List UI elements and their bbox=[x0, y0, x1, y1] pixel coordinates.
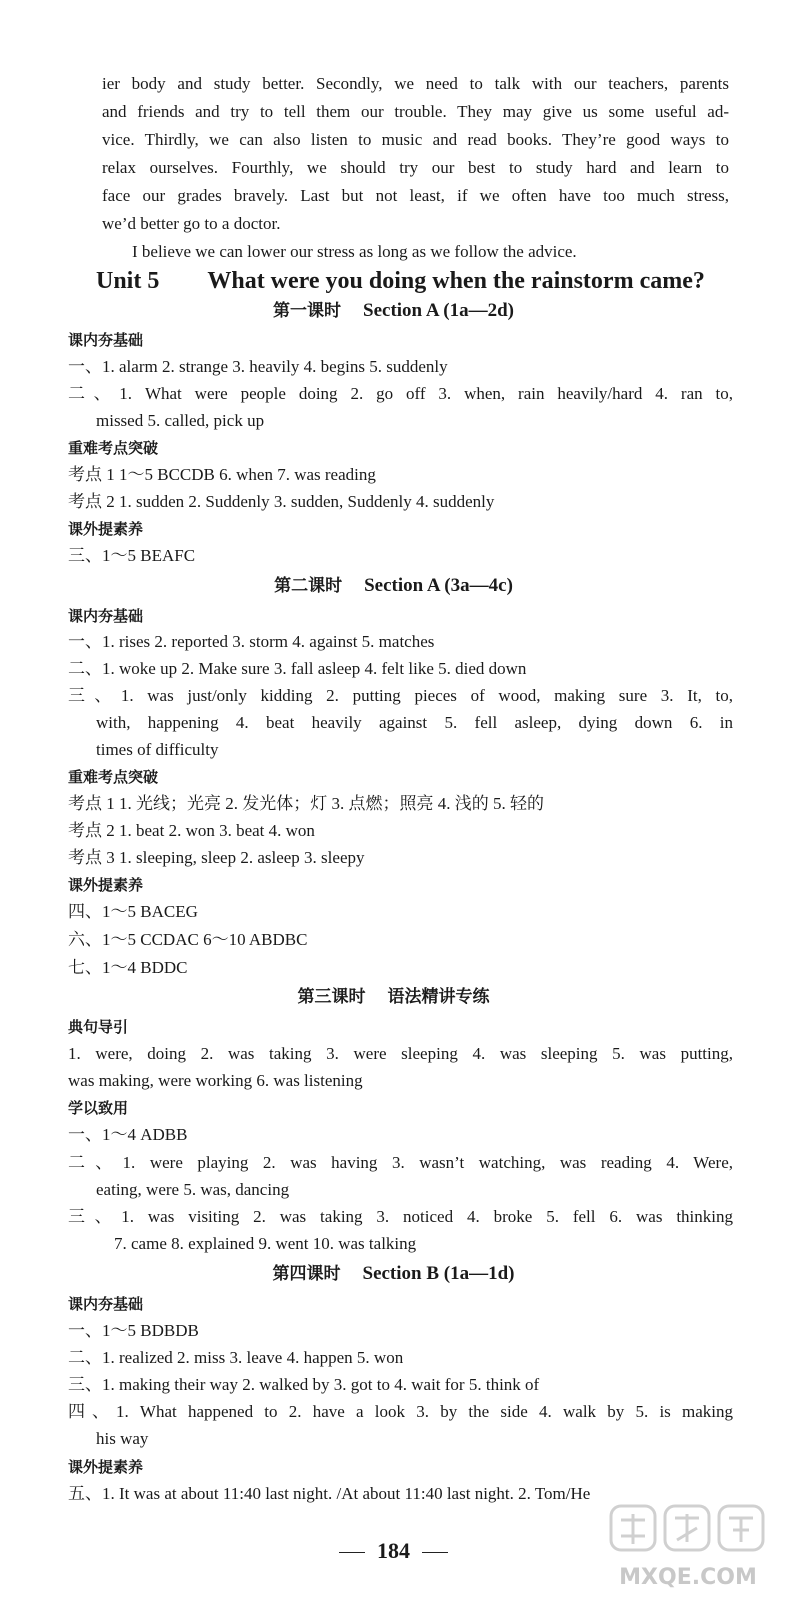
lesson2-extra-4: 四、1～5 BACEG bbox=[68, 902, 198, 921]
lesson1-key-2: 考点 2 1. sudden 2. Suddenly 3. sudden, Suddenly 4. suddenly bbox=[68, 492, 495, 511]
intro-line-2: and friends and try to tell them our trouble. They may give us some useful ad- bbox=[102, 102, 729, 121]
lesson2-basic-3a: 三、1. was just/only kidding 2. putting pieces of wood, making sure 3. It, to, bbox=[68, 686, 733, 705]
lesson2-key-3: 考点 3 1. sleeping, sleep 2. asleep 3. sleepy bbox=[68, 848, 365, 867]
page-number: 184 bbox=[377, 1538, 410, 1563]
lesson1-extra-3: 三、1～5 BEAFC bbox=[68, 546, 196, 565]
lesson2-title-en: Section A (3a—4c) bbox=[364, 575, 513, 596]
lesson1-title-cn: 第一课时 bbox=[273, 301, 342, 321]
page-number-dash-right bbox=[422, 1552, 448, 1553]
closing-sentence: I believe we can lower our stress as long as we follow the advice. bbox=[132, 242, 577, 261]
lesson4-basic-1: 一、1～5 BDBDB bbox=[68, 1321, 199, 1340]
lesson2-basic-1: 一、1. rises 2. reported 3. storm 4. against 5. matches bbox=[68, 632, 435, 651]
intro-line-5: face our grades bravely. Last but not least, if we often have too much stress, bbox=[102, 186, 729, 205]
watermark-text: MXQE.COM bbox=[619, 1565, 757, 1590]
lesson4-label-extra: 课外提素养 bbox=[68, 1458, 144, 1476]
lesson4-label-basic: 课内夯基础 bbox=[68, 1295, 144, 1313]
lesson2-basic-2: 二、1. woke up 2. Make sure 3. fall asleep 4. felt like 5. died down bbox=[68, 659, 527, 678]
lesson3-label-typical: 典句导引 bbox=[68, 1018, 129, 1036]
lesson1-label-extra: 课外提素养 bbox=[68, 520, 144, 538]
lesson4-basic-2: 二、1. realized 2. miss 3. leave 4. happen 5. won bbox=[68, 1348, 404, 1367]
lesson3-label-apply: 学以致用 bbox=[68, 1099, 129, 1117]
lesson2-extra-6: 六、1～5 CCDAC 6～10 ABDBC bbox=[68, 930, 308, 949]
unit-heading bbox=[96, 266, 737, 296]
unit-number: Unit 5 bbox=[96, 268, 160, 294]
intro-line-1: ier body and study better. Secondly, we need to talk with our teachers, parents bbox=[102, 74, 729, 93]
lesson2-basic-3b: with, happening 4. beat heavily against 5. fell asleep, dying down 6. in bbox=[96, 713, 733, 732]
lesson2-basic-3c: times of difficulty bbox=[96, 740, 219, 759]
lesson2-key-2: 考点 2 1. beat 2. won 3. beat 4. won bbox=[68, 821, 315, 840]
lesson4-heading bbox=[0, 1261, 787, 1287]
lesson3-apply-1: 一、1～4 ADBB bbox=[68, 1125, 188, 1144]
lesson2-label-basic: 课内夯基础 bbox=[68, 607, 144, 625]
lesson1-title-en: Section A (1a—2d) bbox=[363, 300, 514, 321]
lesson3-apply-3a: 三、1. was visiting 2. was taking 3. noticed 4. broke 5. fell 6. was thinking bbox=[68, 1207, 733, 1226]
lesson3-title-cn: 第三课时 bbox=[297, 987, 366, 1007]
lesson2-key-1: 考点 1 1. 光线；光亮 2. 发光体；灯 3. 点燃；照亮 4. 浅的 5. 轻的 bbox=[68, 794, 544, 813]
lesson1-basic-1: 一、1. alarm 2. strange 3. heavily 4. begins 5. suddenly bbox=[68, 357, 448, 376]
lesson3-typical-b: was making, were working 6. was listening bbox=[68, 1071, 363, 1090]
lesson3-apply-2b: eating, were 5. was, dancing bbox=[96, 1180, 290, 1199]
lesson2-label-key: 重难考点突破 bbox=[68, 768, 159, 786]
lesson4-title-en: Section B (1a—1d) bbox=[362, 1263, 515, 1284]
lesson1-heading bbox=[0, 298, 787, 324]
lesson1-key-1: 考点 1 1～5 BCCDB 6. when 7. was reading bbox=[68, 465, 376, 484]
intro-line-4: relax ourselves. Fourthly, we should try our best to study hard and learn to bbox=[102, 158, 729, 177]
page-number-dash-left bbox=[339, 1552, 365, 1553]
lesson1-basic-2b: missed 5. called, pick up bbox=[96, 411, 265, 430]
lesson3-heading bbox=[0, 984, 787, 1010]
lesson3-typical-a: 1. were, doing 2. was taking 3. were sleeping 4. was sleeping 5. was putting, bbox=[68, 1044, 733, 1063]
lesson1-label-basic: 课内夯基础 bbox=[68, 331, 144, 349]
unit-title: What were you doing when the rainstorm came? bbox=[207, 268, 705, 294]
lesson4-basic-4a: 四、1. What happened to 2. have a look 3. by the side 4. walk by 5. is making bbox=[68, 1402, 733, 1421]
lesson2-heading bbox=[0, 573, 787, 599]
intro-line-3: vice. Thirdly, we can also listen to music and read books. They’re good ways to bbox=[102, 130, 729, 149]
lesson2-title-cn: 第二课时 bbox=[274, 576, 343, 596]
lesson3-apply-3b: 7. came 8. explained 9. went 10. was talking bbox=[114, 1234, 417, 1253]
lesson3-apply-2a: 二、1. were playing 2. was having 3. wasn’t watching, was reading 4. Were, bbox=[68, 1153, 733, 1172]
lesson3-title-sub: 语法精讲专练 bbox=[387, 987, 490, 1007]
page-number-area bbox=[0, 1536, 787, 1566]
lesson1-basic-2a: 二、1. What were people doing 2. go off 3. when, rain heavily/hard 4. ran to, bbox=[68, 384, 733, 403]
lesson2-extra-7: 七、1～4 BDDC bbox=[68, 958, 188, 977]
intro-line-6: we’d better go to a doctor. bbox=[102, 214, 281, 233]
lesson2-label-extra: 课外提素养 bbox=[68, 876, 144, 894]
lesson1-label-key: 重难考点突破 bbox=[68, 439, 159, 457]
lesson4-title-cn: 第四课时 bbox=[272, 1264, 341, 1284]
lesson4-basic-3: 三、1. making their way 2. walked by 3. got to 4. wait for 5. think of bbox=[68, 1375, 540, 1394]
lesson4-extra-5: 五、1. It was at about 11:40 last night. /At about 11:40 last night. 2. Tom/He bbox=[68, 1484, 591, 1503]
lesson4-basic-4b: his way bbox=[96, 1429, 149, 1448]
